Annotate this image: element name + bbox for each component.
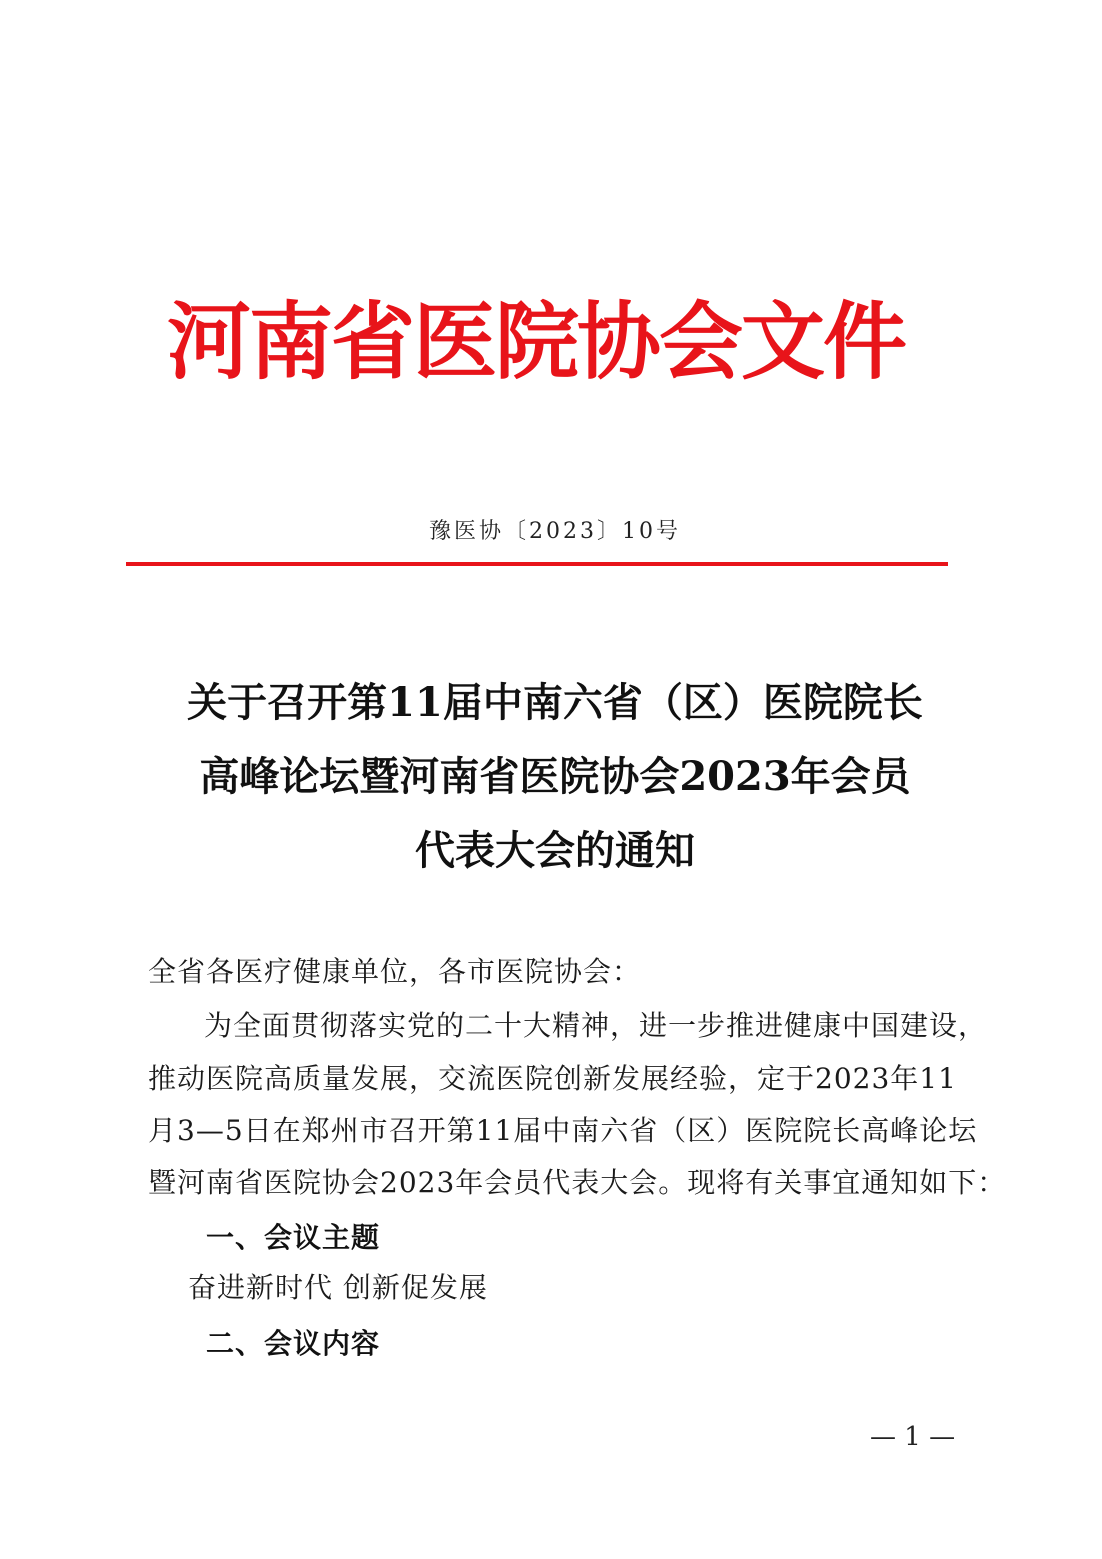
section-heading-content: 二、会议内容 — [206, 1327, 381, 1360]
notice-title-line-3: 代表大会的通知 — [415, 827, 695, 874]
page-number: — 1 — — [870, 1422, 956, 1452]
paragraph-line-2: 推动医院高质量发展，交流医院创新发展经验，定于2023年11 — [148, 1062, 957, 1095]
red-divider-line — [126, 562, 948, 566]
salutation: 全省各医疗健康单位，各市医院协会： — [148, 955, 642, 988]
notice-title-line-2: 高峰论坛暨河南省医院协会2023年会员 — [199, 753, 911, 800]
document-header-title: 河南省医院协会文件 — [166, 292, 905, 391]
section-heading-topic: 一、会议主题 — [206, 1221, 381, 1254]
paragraph-line-4: 暨河南省医院协会2023年会员代表大会。现将有关事宜通知如下： — [148, 1166, 1007, 1199]
notice-title-line-1: 关于召开第11届中南六省（区）医院院长 — [187, 679, 923, 726]
notice-title — [100, 666, 1010, 888]
document-number: 豫医协〔2023〕10号 — [429, 519, 681, 544]
paragraph-line-3: 月3—5日在郑州市召开第11届中南六省（区）医院院长高峰论坛 — [148, 1114, 978, 1147]
paragraph-line-1: 为全面贯彻落实党的二十大精神，进一步推进健康中国建设， — [204, 1009, 988, 1042]
section-content-topic: 奋进新时代 创新促发展 — [188, 1271, 488, 1304]
